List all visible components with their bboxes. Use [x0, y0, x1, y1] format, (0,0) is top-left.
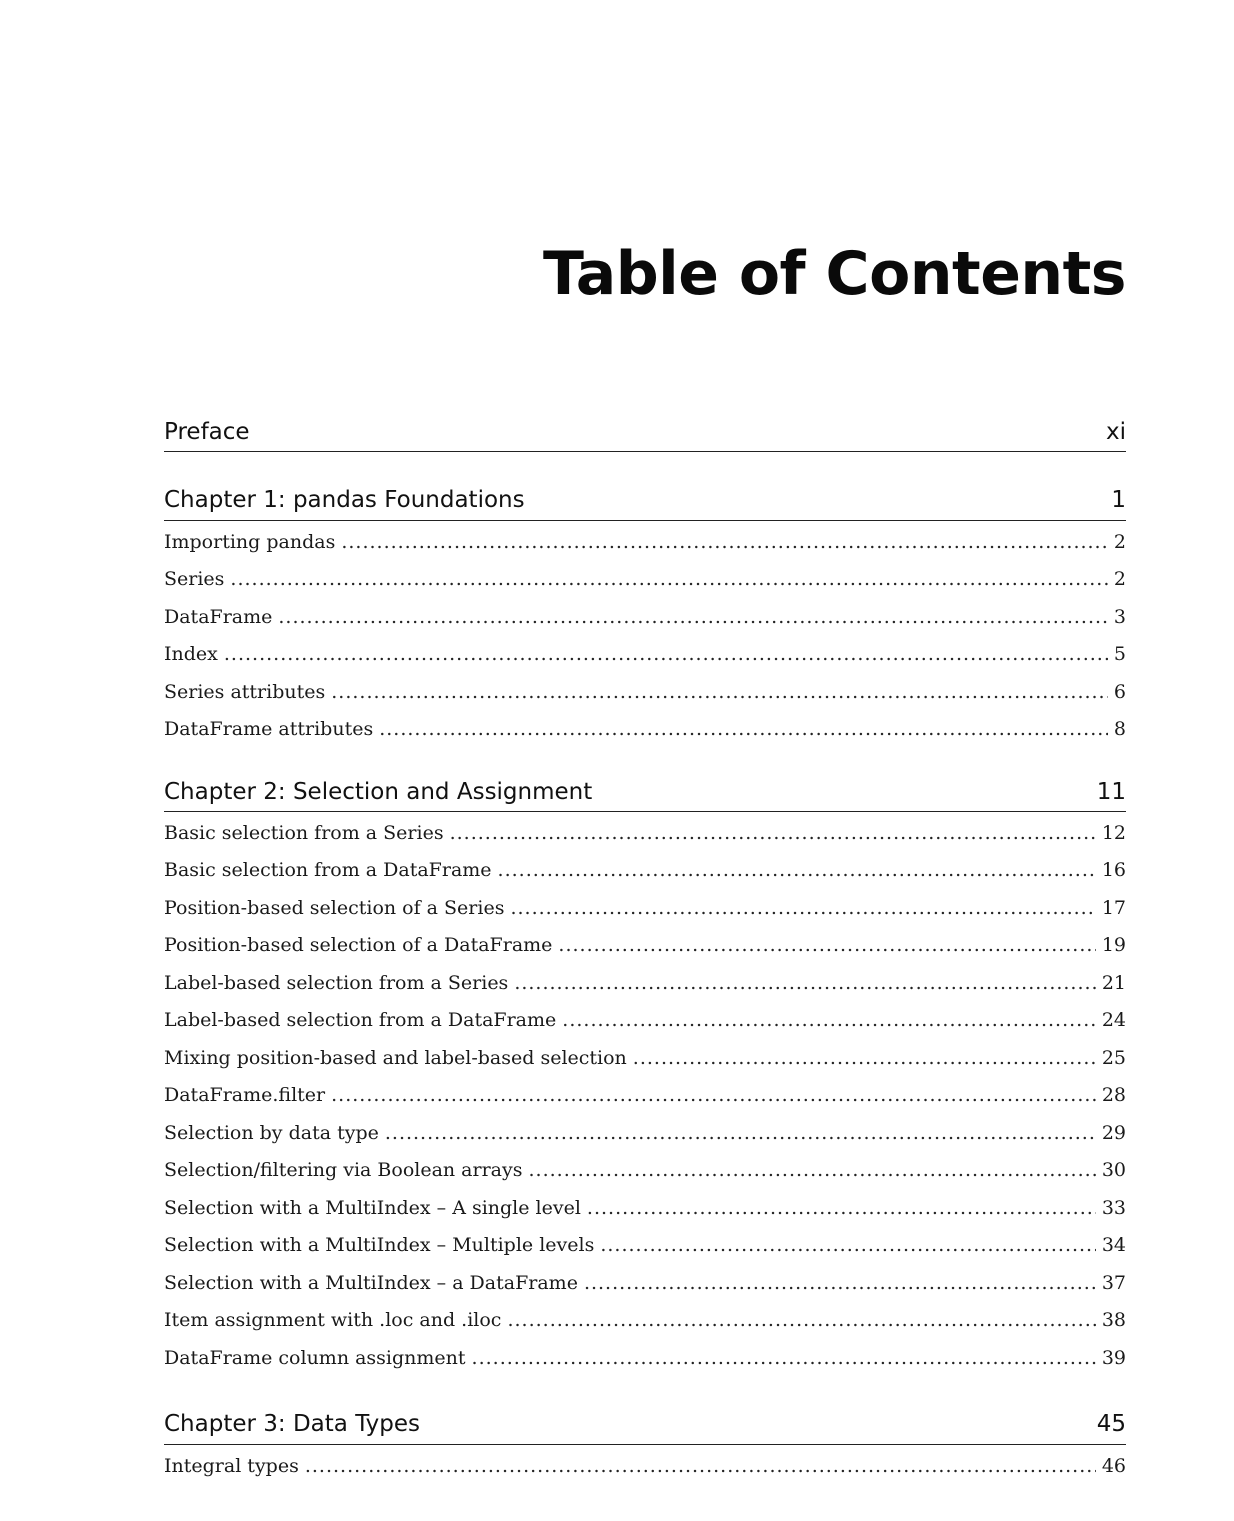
chapter-3-section — [164, 1412, 1126, 1490]
toc-entry[interactable] — [164, 1157, 1126, 1195]
dot-leader — [278, 606, 1108, 628]
chapter-title: Chapter 3: Data Types — [164, 1411, 420, 1438]
dot-leader — [510, 897, 1095, 919]
dot-leader — [472, 1347, 1096, 1369]
dot-leader — [305, 1455, 1096, 1477]
entry-label: Basic selection from a DataFrame — [164, 859, 492, 882]
chapter-1-heading[interactable] — [164, 488, 1126, 520]
dot-leader — [379, 718, 1108, 740]
toc-entry[interactable] — [164, 820, 1126, 858]
entry-label: Series — [164, 568, 225, 591]
toc-entry[interactable] — [164, 1453, 1126, 1491]
entry-page: 6 — [1113, 680, 1126, 703]
chapter-title: Chapter 1: pandas Foundations — [164, 487, 525, 514]
dot-leader — [385, 1122, 1096, 1144]
chapter-3-heading[interactable] — [164, 1412, 1126, 1444]
entry-page: 39 — [1101, 1346, 1126, 1369]
entry-label: Label-based selection from a Series — [164, 971, 509, 994]
entry-label: DataFrame — [164, 605, 273, 628]
toc-entry[interactable] — [164, 970, 1126, 1008]
entry-label: Integral types — [164, 1454, 299, 1477]
toc-entry[interactable] — [164, 932, 1126, 970]
entry-page: 29 — [1101, 1121, 1126, 1144]
chapter-page: 1 — [1111, 487, 1126, 514]
chapter-1-section — [164, 488, 1126, 753]
chapter-3-entries — [164, 1445, 1126, 1491]
table-of-contents — [164, 420, 1126, 1490]
dot-leader — [331, 681, 1108, 703]
toc-entry[interactable] — [164, 1045, 1126, 1083]
entry-page: 17 — [1101, 896, 1126, 919]
entry-label: Basic selection from a Series — [164, 821, 444, 844]
entry-page: 2 — [1113, 530, 1126, 553]
entry-label: Series attributes — [164, 680, 326, 703]
toc-entry[interactable] — [164, 679, 1126, 717]
toc-entry[interactable] — [164, 716, 1126, 754]
dot-leader — [331, 1084, 1096, 1106]
preface-heading[interactable] — [164, 420, 1126, 452]
toc-entry[interactable] — [164, 1270, 1126, 1308]
chapter-title: Chapter 2: Selection and Assignment — [164, 778, 593, 805]
entry-page: 2 — [1113, 568, 1126, 591]
dot-leader — [562, 1009, 1096, 1031]
dot-leader — [230, 568, 1107, 590]
toc-entry[interactable] — [164, 895, 1126, 933]
chapter-2-section — [164, 780, 1126, 1383]
entry-label: DataFrame column assignment — [164, 1346, 466, 1369]
toc-entry[interactable] — [164, 604, 1126, 642]
toc-entry[interactable] — [164, 1232, 1126, 1270]
entry-label: DataFrame.filter — [164, 1084, 326, 1107]
entry-page: 33 — [1101, 1196, 1126, 1219]
dot-leader — [450, 822, 1096, 844]
chapter-2-heading[interactable] — [164, 780, 1126, 812]
dot-leader — [529, 1159, 1096, 1181]
entry-label: DataFrame attributes — [164, 718, 374, 741]
toc-entry[interactable] — [164, 1120, 1126, 1158]
entry-label: Selection/filtering via Boolean arrays — [164, 1159, 523, 1182]
dot-leader — [507, 1309, 1095, 1331]
dot-leader — [633, 1047, 1096, 1069]
page-title: Table of Contents — [543, 239, 1126, 309]
chapter-page: 11 — [1096, 778, 1126, 805]
entry-label: Importing pandas — [164, 530, 336, 553]
entry-label: Position-based selection of a DataFrame — [164, 934, 553, 957]
entry-label: Item assignment with .loc and .iloc — [164, 1309, 502, 1332]
toc-entry[interactable] — [164, 529, 1126, 567]
entry-page: 24 — [1101, 1009, 1126, 1032]
toc-entry[interactable] — [164, 1082, 1126, 1120]
preface-label: Preface — [164, 419, 250, 445]
entry-label: Selection with a MultiIndex – a DataFrame — [164, 1271, 578, 1294]
preface-page: xi — [1105, 419, 1126, 445]
entry-page: 46 — [1101, 1454, 1126, 1477]
entry-page: 8 — [1113, 718, 1126, 741]
dot-leader — [584, 1272, 1096, 1294]
toc-entry[interactable] — [164, 857, 1126, 895]
entry-label: Selection by data type — [164, 1121, 379, 1144]
toc-entry[interactable] — [164, 1007, 1126, 1045]
entry-page: 25 — [1101, 1046, 1126, 1069]
chapter-2-entries — [164, 812, 1126, 1383]
entry-page: 38 — [1101, 1309, 1126, 1332]
chapter-page: 45 — [1096, 1411, 1126, 1438]
toc-entry[interactable] — [164, 1345, 1126, 1383]
dot-leader — [341, 531, 1108, 553]
dot-leader — [224, 643, 1108, 665]
entry-page: 19 — [1101, 934, 1126, 957]
toc-entry[interactable] — [164, 1195, 1126, 1233]
entry-page: 21 — [1101, 971, 1126, 994]
entry-label: Label-based selection from a DataFrame — [164, 1009, 557, 1032]
dot-leader — [600, 1234, 1095, 1256]
entry-page: 12 — [1101, 821, 1126, 844]
entry-page: 3 — [1113, 605, 1126, 628]
dot-leader — [587, 1197, 1096, 1219]
entry-label: Selection with a MultiIndex – A single level — [164, 1196, 581, 1219]
toc-entry[interactable] — [164, 1307, 1126, 1345]
entry-page: 30 — [1101, 1159, 1126, 1182]
chapter-1-entries — [164, 521, 1126, 754]
entry-page: 16 — [1101, 859, 1126, 882]
toc-entry[interactable] — [164, 566, 1126, 604]
entry-label: Mixing position-based and label-based selection — [164, 1046, 627, 1069]
dot-leader — [514, 972, 1096, 994]
entry-label: Index — [164, 643, 218, 666]
dot-leader — [558, 934, 1095, 956]
entry-page: 28 — [1101, 1084, 1126, 1107]
entry-page: 37 — [1101, 1271, 1126, 1294]
dot-leader — [498, 859, 1096, 881]
preface-section — [164, 420, 1126, 452]
entry-label: Position-based selection of a Series — [164, 896, 505, 919]
entry-page: 5 — [1113, 643, 1126, 666]
toc-entry[interactable] — [164, 641, 1126, 679]
entry-label: Selection with a MultiIndex – Multiple levels — [164, 1234, 595, 1257]
entry-page: 34 — [1101, 1234, 1126, 1257]
